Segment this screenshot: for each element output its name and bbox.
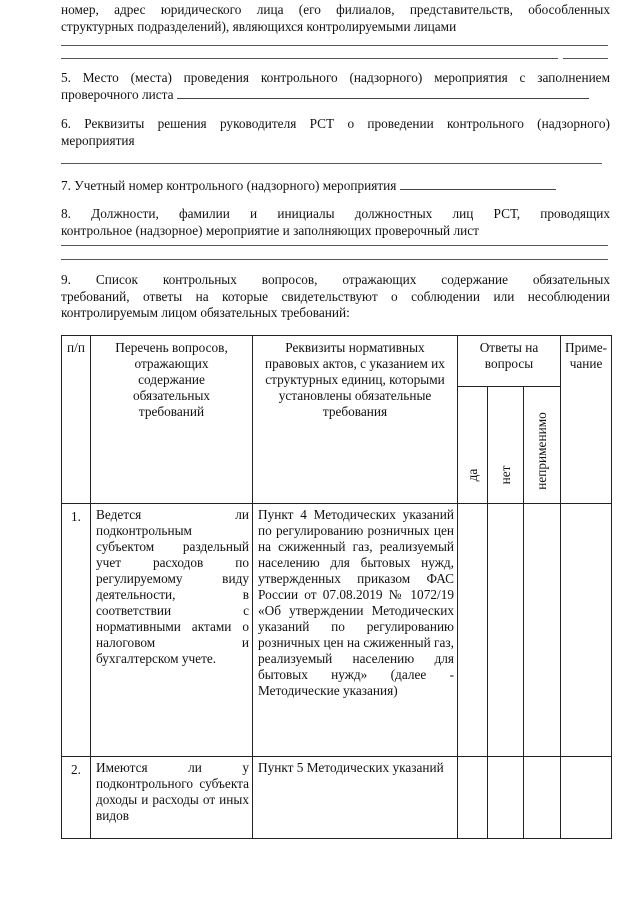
fill-line xyxy=(563,58,608,59)
fill-line xyxy=(61,58,558,59)
row-2-no-cell[interactable] xyxy=(488,757,524,839)
header-note: Приме-чание xyxy=(561,336,612,504)
table-row xyxy=(62,757,612,839)
row-2-question-text: Имеются ли у подконтрольного субъекта доходы и расходы от иных видов xyxy=(96,760,249,823)
fill-line xyxy=(61,259,608,260)
item-9-line2: требований, ответы на которые свидетельствуют о соблюдении или несоблюдении xyxy=(61,288,610,304)
row-2-requisite xyxy=(253,757,458,839)
fill-line xyxy=(61,163,602,164)
header-requisites: Реквизиты нормативных правовых актов, с указанием их структурных единиц, которыми установлены обязательные требования xyxy=(253,336,458,504)
header-no xyxy=(488,387,524,504)
header-fragment xyxy=(61,2,610,35)
item-9-line1: 9. Список контрольных вопросов, отражающих содержание обязательных xyxy=(61,272,610,287)
item-5-line2: проверочного листа xyxy=(61,86,174,102)
row-1-question-text: Ведется ли подконтрольным субъектом раздельный учет расходов по регулируемому виду деятельности, в соответствии с нормативными актами о налоговом и бухгалтерском учете. xyxy=(96,507,249,666)
table-header-row xyxy=(62,336,612,387)
row-1-requisite xyxy=(253,504,458,757)
header-questions: Перечень вопросов, отражающих содержание обязательных требований xyxy=(91,336,253,504)
header-fragment-line2: структурных подразделений), являющихся контролируемыми лицами xyxy=(61,18,457,34)
fill-line xyxy=(61,245,608,246)
row-1-na-cell[interactable] xyxy=(524,504,561,757)
item-7 xyxy=(61,178,610,195)
item-5-fill xyxy=(177,87,589,99)
header-na-label: неприменимо xyxy=(534,412,549,490)
table-row xyxy=(62,504,612,757)
item-6-line2: мероприятия xyxy=(61,132,135,148)
header-no-label: нет xyxy=(497,465,513,485)
item-6 xyxy=(61,116,610,149)
header-answers: Ответы на вопросы xyxy=(458,336,561,387)
row-2-requisite-text: Пункт 5 Методических указаний xyxy=(258,760,444,775)
header-fragment-line1: номер, адрес юридического лица (его филиалов, представительств, обособленных xyxy=(61,2,610,17)
row-2-question xyxy=(91,757,253,839)
row-2-na-cell[interactable] xyxy=(524,757,561,839)
item-5-line1: 5. Место (места) проведения контрольного (надзорного) мероприятия с заполнением xyxy=(61,70,610,85)
header-na xyxy=(524,387,561,504)
checklist-table xyxy=(61,335,612,839)
header-num: п/п xyxy=(62,336,91,504)
header-yes xyxy=(458,387,488,504)
item-9 xyxy=(61,272,610,322)
item-8 xyxy=(61,206,610,239)
row-1-requisite-text: Пункт 4 Методических указаний по регулированию розничных цен на сжиженный газ, реализуемый населению для бытовых нужд, утвержденных приказом ФАС России от 07.08.2019 № 1072/19 «Об утверждении Методических указаний по регулированию розничных цен на сжиженный газ, реализуемый населению для бытовых нужд» (далее - Методические указания) xyxy=(258,507,454,698)
row-2-note-cell[interactable] xyxy=(561,757,612,839)
row-1-question xyxy=(91,504,253,757)
item-9-line3: контролируемым лицом обязательных требований: xyxy=(61,305,350,320)
header-yes-label: да xyxy=(464,468,480,482)
row-1-note-cell[interactable] xyxy=(561,504,612,757)
row-1-num: 1. xyxy=(62,504,91,757)
row-2-yes-cell[interactable] xyxy=(458,757,488,839)
item-5 xyxy=(61,70,610,103)
item-7-fill xyxy=(400,178,556,190)
fill-line xyxy=(61,45,608,46)
item-8-line2: контрольное (надзорное) мероприятие и заполняющих проверочный лист xyxy=(61,222,479,238)
row-1-no-cell[interactable] xyxy=(488,504,524,757)
item-7-text: 7. Учетный номер контрольного (надзорного) мероприятия xyxy=(61,178,397,193)
row-1-yes-cell[interactable] xyxy=(458,504,488,757)
row-2-num: 2. xyxy=(62,757,91,839)
item-6-line1: 6. Реквизиты решения руководителя РСТ о проведении контрольного (надзорного) xyxy=(61,116,610,131)
item-8-line1: 8. Должности, фамилии и инициалы должностных лиц РСТ, проводящих xyxy=(61,206,610,221)
